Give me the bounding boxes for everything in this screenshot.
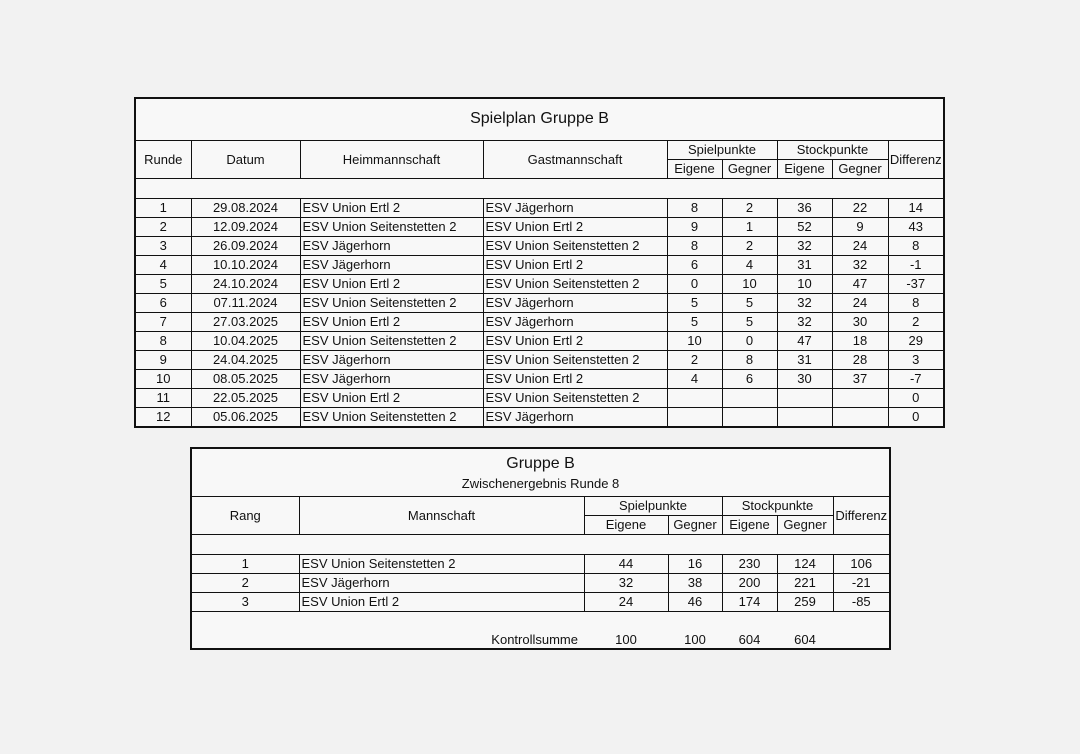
cell-differenz: 2 xyxy=(888,312,944,331)
cell-sp-gegner: 46 xyxy=(668,592,722,611)
cell-runde: 11 xyxy=(135,388,191,407)
cell-st-eigene: 31 xyxy=(777,350,832,369)
cell-st-gegner xyxy=(832,388,888,407)
spacer-row xyxy=(191,534,890,554)
header-stockpunkte: Stockpunkte xyxy=(722,496,833,515)
cell-differenz: 8 xyxy=(888,293,944,312)
cell-sp-gegner: 5 xyxy=(722,293,777,312)
cell-heimmannschaft: ESV Jägerhorn xyxy=(300,255,483,274)
cell-st-gegner: 32 xyxy=(832,255,888,274)
cell-gastmannschaft: ESV Union Seitenstetten 2 xyxy=(483,388,667,407)
header-st-eigene: Eigene xyxy=(722,515,777,534)
cell-heimmannschaft: ESV Union Ertl 2 xyxy=(300,274,483,293)
cell-heimmannschaft: ESV Union Seitenstetten 2 xyxy=(300,331,483,350)
table-row xyxy=(135,293,944,312)
cell-rang: 2 xyxy=(191,573,299,592)
empty-cell xyxy=(191,611,299,649)
cell-heimmannschaft: ESV Union Seitenstetten 2 xyxy=(300,407,483,427)
cell-differenz: -37 xyxy=(888,274,944,293)
header-gastmannschaft: Gastmannschaft xyxy=(483,140,667,178)
cell-st-gegner: 9 xyxy=(832,217,888,236)
cell-sp-gegner xyxy=(722,388,777,407)
cell-differenz: -7 xyxy=(888,369,944,388)
cell-sp-eigene: 4 xyxy=(667,369,722,388)
kontrollsumme-label: Kontrollsumme xyxy=(491,632,578,647)
cell-rang: 3 xyxy=(191,592,299,611)
cell-sp-eigene: 9 xyxy=(667,217,722,236)
cell-sp-gegner: 1 xyxy=(722,217,777,236)
cell-sp-eigene: 24 xyxy=(584,592,668,611)
cell-mannschaft: ESV Jägerhorn xyxy=(299,573,584,592)
cell-st-gegner: 24 xyxy=(832,293,888,312)
cell-st-gegner: 28 xyxy=(832,350,888,369)
header-st-gegner: Gegner xyxy=(832,159,888,178)
cell-st-eigene: 32 xyxy=(777,236,832,255)
schedule-title: Spielplan Gruppe B xyxy=(470,110,609,128)
cell-sp-gegner: 6 xyxy=(722,369,777,388)
cell-differenz: 43 xyxy=(888,217,944,236)
cell-st-gegner: 22 xyxy=(832,198,888,217)
cell-st-eigene: 31 xyxy=(777,255,832,274)
cell-st-eigene: 230 xyxy=(722,554,777,573)
header-sp-gegner: Gegner xyxy=(722,159,777,178)
cell-runde: 2 xyxy=(135,217,191,236)
table-row xyxy=(135,198,944,217)
header-runde: Runde xyxy=(135,140,191,178)
header-sp-eigene: Eigene xyxy=(667,159,722,178)
cell-sp-eigene: 44 xyxy=(584,554,668,573)
cell-runde: 3 xyxy=(135,236,191,255)
header-sp-eigene: Eigene xyxy=(584,515,668,534)
cell-sp-eigene xyxy=(667,388,722,407)
table-row xyxy=(135,312,944,331)
cell-sp-gegner: 2 xyxy=(722,236,777,255)
table-row xyxy=(135,331,944,350)
cell-sp-gegner: 10 xyxy=(722,274,777,293)
cell-datum: 10.04.2025 xyxy=(191,331,300,350)
table-row xyxy=(191,554,890,573)
table-row xyxy=(135,350,944,369)
table-row xyxy=(135,236,944,255)
header-differenz: Differenz xyxy=(833,496,890,534)
cell-gastmannschaft: ESV Union Seitenstetten 2 xyxy=(483,350,667,369)
cell-differenz: 8 xyxy=(888,236,944,255)
table-row xyxy=(135,388,944,407)
cell-st-eigene: 10 xyxy=(777,274,832,293)
cell-sp-eigene: 0 xyxy=(667,274,722,293)
cell-gastmannschaft: ESV Union Ertl 2 xyxy=(483,369,667,388)
cell-datum: 24.10.2024 xyxy=(191,274,300,293)
header-heimmannschaft: Heimmannschaft xyxy=(300,140,483,178)
cell-sp-gegner xyxy=(722,407,777,427)
cell-datum: 05.06.2025 xyxy=(191,407,300,427)
cell-runde: 9 xyxy=(135,350,191,369)
cell-st-gegner: 24 xyxy=(832,236,888,255)
cell-rang: 1 xyxy=(191,554,299,573)
cell-sp-gegner: 0 xyxy=(722,331,777,350)
cell-gastmannschaft: ESV Jägerhorn xyxy=(483,293,667,312)
cell-datum: 10.10.2024 xyxy=(191,255,300,274)
cell-gastmannschaft: ESV Jägerhorn xyxy=(483,407,667,427)
header-datum: Datum xyxy=(191,140,300,178)
kontrollsumme-st-gegner: 604 xyxy=(794,632,816,647)
header-spielpunkte: Spielpunkte xyxy=(584,496,722,515)
cell-runde: 7 xyxy=(135,312,191,331)
cell-st-gegner: 37 xyxy=(832,369,888,388)
cell-sp-eigene: 10 xyxy=(667,331,722,350)
kontrollsumme-st-eigene: 604 xyxy=(738,632,761,647)
cell-datum: 12.09.2024 xyxy=(191,217,300,236)
standings-table xyxy=(190,447,891,650)
table-row xyxy=(135,274,944,293)
header-differenz: Differenz xyxy=(888,140,944,178)
header-sp-gegner: Gegner xyxy=(668,515,722,534)
standings-title: Gruppe B xyxy=(506,455,575,472)
cell-heimmannschaft: ESV Jägerhorn xyxy=(300,369,483,388)
cell-st-eigene: 47 xyxy=(777,331,832,350)
cell-differenz: -21 xyxy=(833,573,890,592)
header-st-gegner: Gegner xyxy=(777,515,833,534)
cell-sp-gegner: 4 xyxy=(722,255,777,274)
cell-differenz: 0 xyxy=(888,407,944,427)
cell-gastmannschaft: ESV Union Ertl 2 xyxy=(483,217,667,236)
cell-st-eigene: 30 xyxy=(777,369,832,388)
standings-subtitle: Zwischenergebnis Runde 8 xyxy=(461,476,620,492)
cell-runde: 4 xyxy=(135,255,191,274)
cell-sp-eigene: 5 xyxy=(667,293,722,312)
cell-differenz: -85 xyxy=(833,592,890,611)
cell-gastmannschaft: ESV Jägerhorn xyxy=(483,312,667,331)
kontrollsumme-sp-eigene: 100 xyxy=(615,632,637,647)
cell-gastmannschaft: ESV Union Ertl 2 xyxy=(483,255,667,274)
table-row xyxy=(191,592,890,611)
header-spielpunkte: Spielpunkte xyxy=(667,140,777,159)
cell-st-eigene: 174 xyxy=(722,592,777,611)
schedule-table xyxy=(134,97,945,428)
header-rang: Rang xyxy=(191,496,299,534)
cell-gastmannschaft: ESV Union Seitenstetten 2 xyxy=(483,236,667,255)
cell-sp-gegner: 5 xyxy=(722,312,777,331)
cell-st-eigene: 200 xyxy=(722,573,777,592)
cell-runde: 6 xyxy=(135,293,191,312)
cell-heimmannschaft: ESV Union Seitenstetten 2 xyxy=(300,217,483,236)
cell-st-gegner xyxy=(832,407,888,427)
cell-st-gegner: 124 xyxy=(777,554,833,573)
cell-st-eigene: 36 xyxy=(777,198,832,217)
table-row xyxy=(135,407,944,427)
cell-sp-eigene: 8 xyxy=(667,198,722,217)
cell-sp-gegner: 8 xyxy=(722,350,777,369)
cell-st-gegner: 259 xyxy=(777,592,833,611)
empty-cell xyxy=(833,611,890,649)
cell-st-eigene: 32 xyxy=(777,312,832,331)
cell-st-gegner: 30 xyxy=(832,312,888,331)
cell-st-gegner: 221 xyxy=(777,573,833,592)
cell-gastmannschaft: ESV Jägerhorn xyxy=(483,198,667,217)
kontrollsumme-sp-gegner: 100 xyxy=(684,632,706,647)
table-row xyxy=(135,369,944,388)
cell-datum: 27.03.2025 xyxy=(191,312,300,331)
header-st-eigene: Eigene xyxy=(777,159,832,178)
cell-datum: 26.09.2024 xyxy=(191,236,300,255)
table-row xyxy=(135,217,944,236)
cell-datum: 07.11.2024 xyxy=(191,293,300,312)
cell-datum: 24.04.2025 xyxy=(191,350,300,369)
cell-st-eigene xyxy=(777,407,832,427)
cell-differenz: 14 xyxy=(888,198,944,217)
cell-st-gegner: 18 xyxy=(832,331,888,350)
cell-runde: 5 xyxy=(135,274,191,293)
cell-sp-gegner: 2 xyxy=(722,198,777,217)
cell-gastmannschaft: ESV Union Ertl 2 xyxy=(483,331,667,350)
cell-runde: 8 xyxy=(135,331,191,350)
cell-sp-eigene: 2 xyxy=(667,350,722,369)
cell-sp-eigene xyxy=(667,407,722,427)
cell-differenz: 3 xyxy=(888,350,944,369)
cell-heimmannschaft: ESV Union Ertl 2 xyxy=(300,388,483,407)
table-row xyxy=(191,573,890,592)
cell-runde: 10 xyxy=(135,369,191,388)
cell-st-gegner: 47 xyxy=(832,274,888,293)
kontrollsumme-row xyxy=(191,611,890,649)
cell-sp-gegner: 16 xyxy=(668,554,722,573)
cell-st-eigene xyxy=(777,388,832,407)
table-row xyxy=(135,255,944,274)
cell-runde: 12 xyxy=(135,407,191,427)
cell-sp-gegner: 38 xyxy=(668,573,722,592)
header-mannschaft: Mannschaft xyxy=(299,496,584,534)
cell-datum: 22.05.2025 xyxy=(191,388,300,407)
cell-sp-eigene: 5 xyxy=(667,312,722,331)
cell-heimmannschaft: ESV Jägerhorn xyxy=(300,350,483,369)
cell-heimmannschaft: ESV Union Ertl 2 xyxy=(300,312,483,331)
header-stockpunkte: Stockpunkte xyxy=(777,140,888,159)
cell-differenz: 0 xyxy=(888,388,944,407)
cell-datum: 08.05.2025 xyxy=(191,369,300,388)
cell-st-eigene: 32 xyxy=(777,293,832,312)
cell-sp-eigene: 8 xyxy=(667,236,722,255)
cell-differenz: 29 xyxy=(888,331,944,350)
cell-sp-eigene: 32 xyxy=(584,573,668,592)
cell-mannschaft: ESV Union Ertl 2 xyxy=(299,592,584,611)
cell-mannschaft: ESV Union Seitenstetten 2 xyxy=(299,554,584,573)
cell-sp-eigene: 6 xyxy=(667,255,722,274)
cell-st-eigene: 52 xyxy=(777,217,832,236)
cell-heimmannschaft: ESV Union Ertl 2 xyxy=(300,198,483,217)
spacer-row xyxy=(135,178,944,198)
cell-gastmannschaft: ESV Union Seitenstetten 2 xyxy=(483,274,667,293)
cell-differenz: -1 xyxy=(888,255,944,274)
cell-runde: 1 xyxy=(135,198,191,217)
cell-heimmannschaft: ESV Jägerhorn xyxy=(300,236,483,255)
cell-heimmannschaft: ESV Union Seitenstetten 2 xyxy=(300,293,483,312)
cell-differenz: 106 xyxy=(833,554,890,573)
cell-datum: 29.08.2024 xyxy=(191,198,300,217)
